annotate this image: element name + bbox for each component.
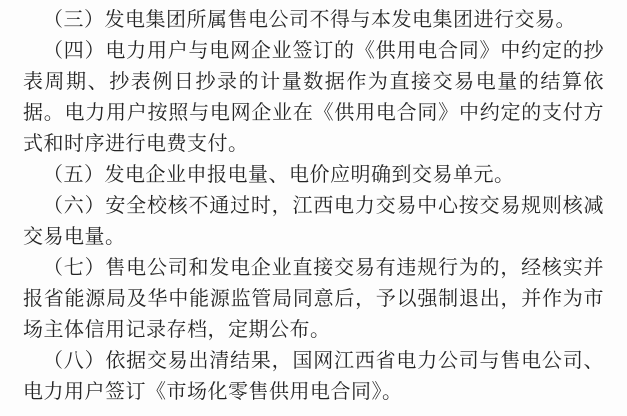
paragraph-clause-4: （四）电力用户与电网企业签订的《供用电合同》中约定的抄表周期、抄表例日抄录的计量数据作为直接交易电量的结算依据。电力用户按照与电网企业在《供用电合同》中约定的支付方式和时序进行电费支付。 (23, 40, 604, 155)
paragraph-clause-7: （七）售电公司和发电企业直接交易有违规行为的，经核实并报省能源局及华中能源监管局同意后，予以强制退出，并作为市场主体信用记录存档，定期公布。 (23, 257, 604, 341)
paragraph-clause-8: （八）依据交易出清结果，国网江西省电力公司与售电公司、电力用户签订《市场化零售供用电合同》。 (23, 350, 604, 403)
paragraph-clause-6: （六）安全校核不通过时，江西电力交易中心按交易规则核减交易电量。 (23, 195, 604, 248)
paragraph-clause-3: （三）发电集团所属售电公司不得与本发电集团进行交易。 (43, 9, 576, 31)
paragraph-clause-5: （五）发电企业申报电量、电价应明确到交易单元。 (43, 164, 515, 186)
